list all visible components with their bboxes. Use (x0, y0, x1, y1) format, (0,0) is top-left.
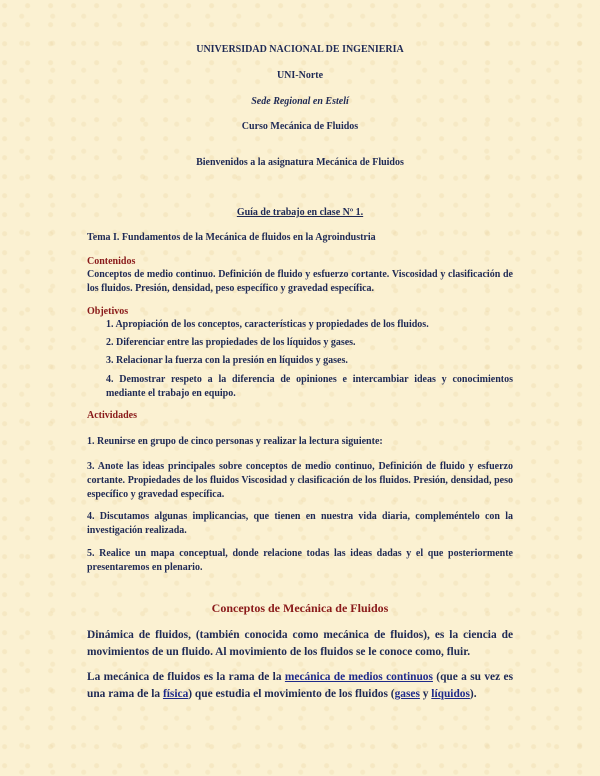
objectives-heading: Objetivos (87, 306, 129, 317)
objective-item: 1. Apropiación de los conceptos, características y propiedades de los fluidos. (106, 319, 429, 330)
objective-item: 2. Diferenciar entre las propiedades de los líquidos y gases. (106, 337, 356, 348)
activity-item: 1. Reunirse en grupo de cinco personas y realizar la lectura siguiente: (87, 436, 383, 447)
paragraph-text: ). (469, 688, 477, 700)
link-gases[interactable]: gases (394, 688, 420, 700)
contents-text: Conceptos de medio continuo. Definición de fluido y esfuerzo cortante. Viscosidad y clasificación de los fluidos. Presión, densidad, peso específico y gravedad específica. (87, 269, 513, 294)
course-name: Curso Mecánica de Fluidos (241, 121, 359, 132)
university-name: UNIVERSIDAD NACIONAL DE INGENIERIA (196, 44, 404, 55)
concepts-paragraph-2 (87, 669, 513, 703)
paragraph-text: (que a su vez es una rama de la (87, 671, 513, 700)
link-liquidos[interactable]: líquidos (431, 688, 470, 700)
objective-item: 3. Relacionar la fuerza con la presión en líquidos y gases. (106, 355, 348, 366)
concepts-heading: Conceptos de Mecánica de Fluidos (211, 601, 389, 615)
paragraph-text: La mecánica de fluidos es la rama de la (87, 671, 285, 683)
contents-heading: Contenidos (87, 256, 136, 267)
activity-item: 4. Discutamos algunas implicancias, que tienen en nuestra vida diaria, compleméntelo con la investigación realizada. (87, 511, 513, 536)
guide-title: Guía de trabajo en clase Nº 1. (236, 207, 364, 218)
activity-item: 5. Realice un mapa conceptual, donde relacione todas las ideas dadas y el que posteriormente presentaremos en plenario. (87, 548, 513, 573)
paragraph-text: y (419, 688, 432, 700)
link-fisica[interactable]: física (162, 688, 189, 700)
link-medios-continuos[interactable]: mecánica de medios continuos (284, 671, 433, 683)
campus-name: UNI-Norte (276, 70, 324, 81)
activities-heading: Actividades (87, 410, 137, 421)
activity-item: 3. Anote las ideas principales sobre conceptos de medio continuo, Definición de fluido y esfuerzo cortante. Propiedades de los fluidos Viscosidad y clasificación de los fluidos. Presión, densidad, peso específico y gravedad específica. (87, 461, 513, 500)
concepts-paragraph-1: Dinámica de fluidos, (también conocida como mecánica de fluidos), es la ciencia de movimientos de un fluido. Al movimiento de los fluidos se le conoce como, fluir. (87, 629, 513, 658)
welcome-text: Bienvenidos a la asignatura Mecánica de Fluidos (196, 157, 404, 168)
paragraph-text: ) que estudia el movimiento de los fluidos ( (188, 688, 395, 700)
objective-item: 4. Demostrar respeto a la diferencia de opiniones e intercambiar ideas y conocimientos mediante el trabajo en equipo. (106, 374, 513, 399)
site-name: Sede Regional en Estelí (251, 96, 349, 107)
topic-title: Tema I. Fundamentos de la Mecánica de fluidos en la Agroindustria (87, 232, 376, 243)
